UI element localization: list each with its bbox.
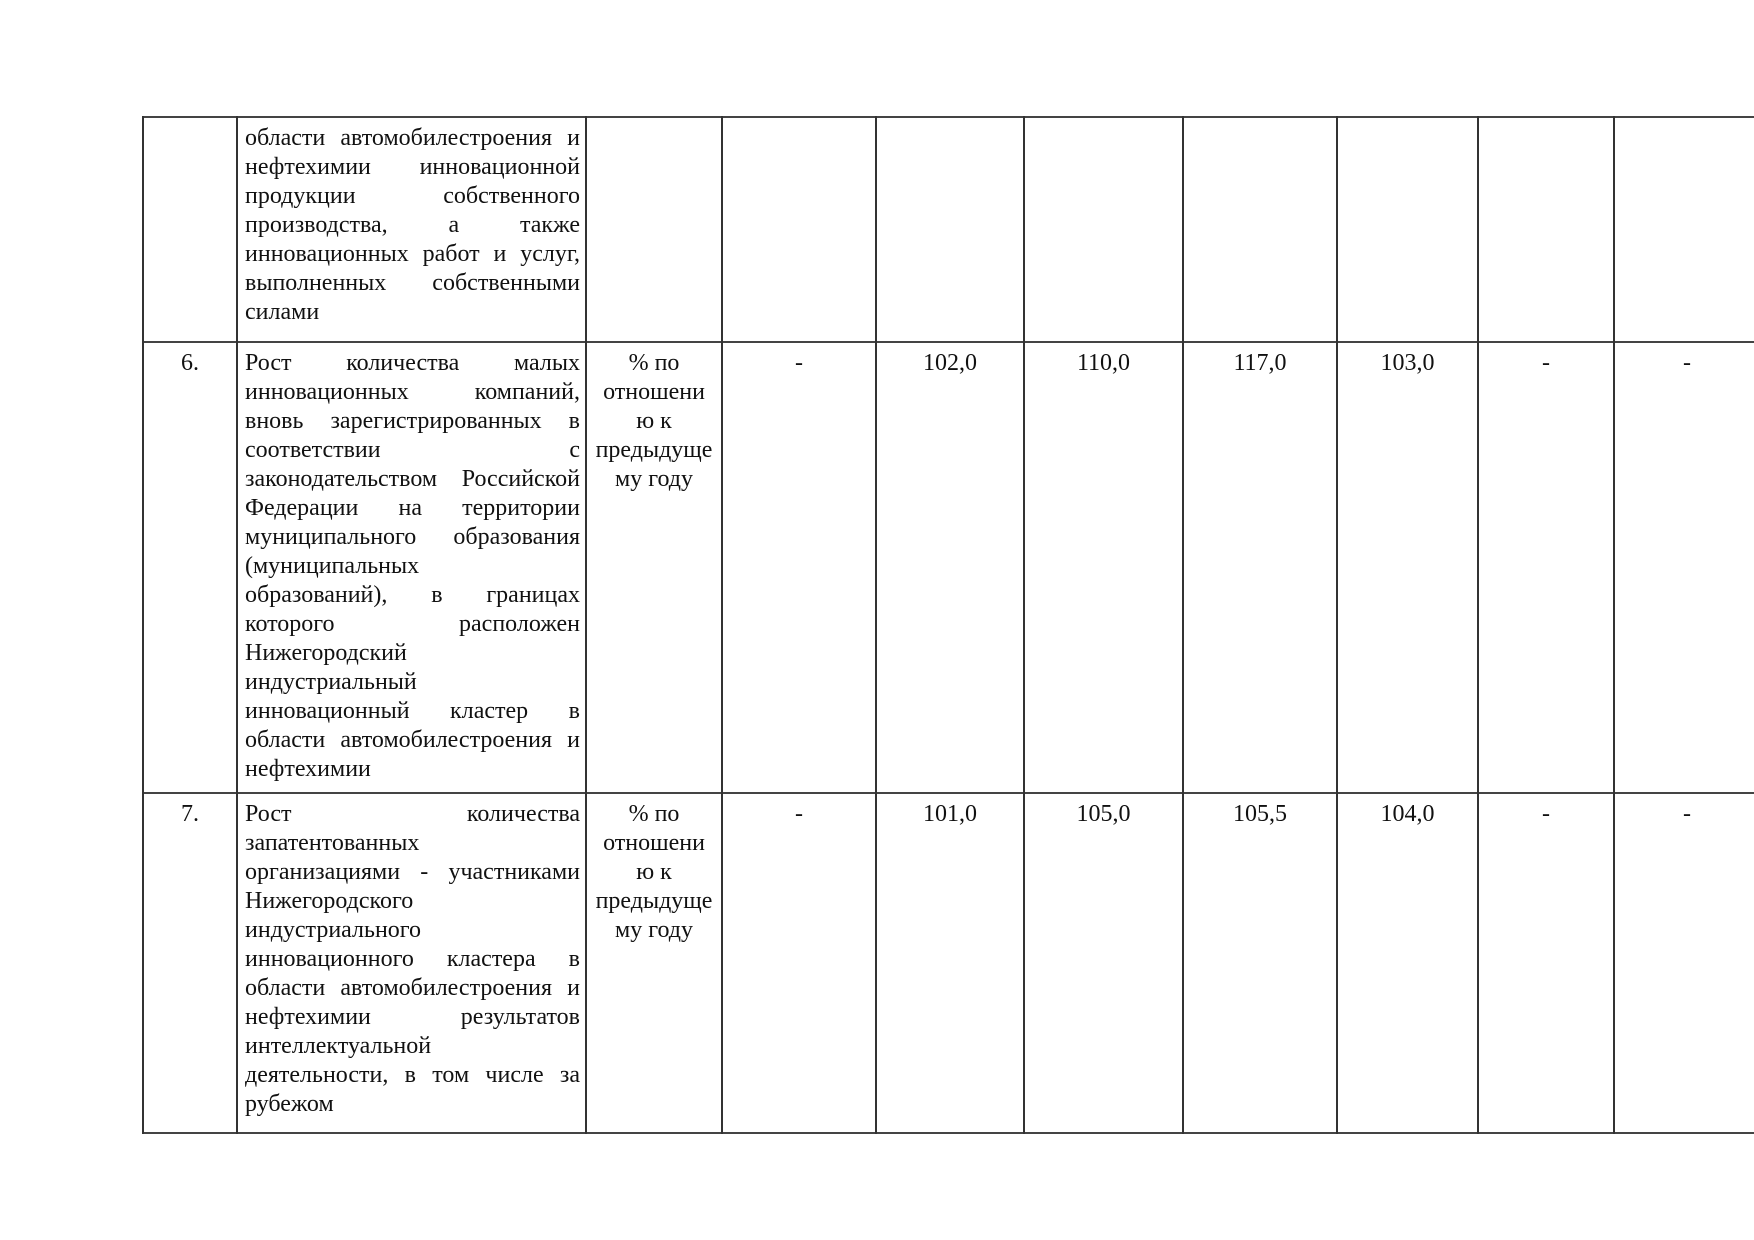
value-cell-col-9: - <box>1542 801 1550 827</box>
description-line: Нижегородского <box>245 888 414 914</box>
description-line: законодательством Российской <box>245 466 580 492</box>
unit-line: предыдуще <box>595 437 713 463</box>
description-line: вновь зарегистрированных в <box>245 408 580 434</box>
value-cell-col-9: - <box>1542 350 1550 376</box>
description-line: Федерации на территории <box>245 495 580 521</box>
table-vertical-border <box>1182 116 1184 1134</box>
description-line: области автомобилестроения и <box>245 727 580 753</box>
description-line: (муниципальных <box>245 553 420 579</box>
description-line: Рост количества малых <box>245 350 580 376</box>
unit-line: му году <box>615 466 693 492</box>
description-line: силами <box>245 299 320 325</box>
value-cell-col-7: 117,0 <box>1233 350 1287 376</box>
table-horizontal-border <box>143 341 1754 343</box>
description-line: деятельности, в том числе за <box>245 1062 580 1088</box>
description-line: муниципального образования <box>245 524 580 550</box>
description-line: Нижегородский <box>245 640 407 666</box>
description-line: нефтехимии инновационной <box>245 154 580 180</box>
value-cell-col-5: 102,0 <box>923 350 977 376</box>
description-line: которого расположен <box>245 611 580 637</box>
description-line: инновационных компаний, <box>245 379 580 405</box>
description-line: интеллектуальной <box>245 1033 432 1059</box>
indicator-description-cell <box>237 124 586 327</box>
description-line: соответствии с <box>245 437 580 463</box>
table-horizontal-border <box>143 1132 1754 1134</box>
description-line: запатентованных <box>245 830 420 856</box>
value-cell-col-4: - <box>795 801 803 827</box>
description-line: индустриального <box>245 917 422 943</box>
unit-line: предыдуще <box>595 888 713 914</box>
unit-cell <box>586 349 722 494</box>
table-vertical-border <box>1023 116 1025 1134</box>
table-horizontal-border <box>143 116 1754 118</box>
description-line: образований), в границах <box>245 582 580 608</box>
value-cell-col-4: - <box>795 350 803 376</box>
table-vertical-border <box>1613 116 1615 1134</box>
description-line: инновационных работ и услуг, <box>245 241 580 267</box>
unit-line: му году <box>615 917 693 943</box>
description-line: инновационный кластер в <box>245 698 580 724</box>
unit-line: % по <box>628 350 680 376</box>
row-number-cell: 6. <box>181 350 199 376</box>
row-number-cell: 7. <box>181 801 199 827</box>
table-vertical-border <box>1336 116 1338 1134</box>
description-line: выполненных собственными <box>245 270 580 296</box>
table-vertical-border <box>875 116 877 1134</box>
value-cell-col-8: 103,0 <box>1380 350 1435 376</box>
table-vertical-border <box>721 116 723 1134</box>
description-line: индустриальный <box>245 669 417 695</box>
value-cell-col-10: - <box>1683 801 1691 827</box>
value-cell-col-8: 104,0 <box>1380 801 1435 827</box>
description-line: нефтехимии результатов <box>245 1004 580 1030</box>
description-line: продукции собственного <box>245 183 580 209</box>
value-cell-col-5: 101,0 <box>923 801 977 827</box>
value-cell-col-6: 105,0 <box>1076 801 1131 827</box>
indicator-description-cell <box>237 800 586 1119</box>
description-line: нефтехимии <box>245 756 371 782</box>
unit-line: отношени <box>603 379 705 405</box>
description-line: Рост количества <box>245 801 580 827</box>
table-vertical-border <box>1477 116 1479 1134</box>
unit-line: отношени <box>603 830 705 856</box>
description-line: инновационного кластера в <box>245 946 580 972</box>
unit-line: % по <box>628 801 680 827</box>
unit-line: ю к <box>636 408 672 434</box>
description-line: производства, а также <box>245 212 580 238</box>
table-vertical-border <box>142 116 144 1134</box>
value-cell-col-7: 105,5 <box>1233 801 1287 827</box>
description-line: области автомобилестроения и <box>245 975 580 1001</box>
unit-line: ю к <box>636 859 672 885</box>
value-cell-col-10: - <box>1683 350 1691 376</box>
value-cell-col-6: 110,0 <box>1076 350 1131 376</box>
description-line: рубежом <box>245 1091 334 1117</box>
indicator-description-cell <box>237 349 586 784</box>
table-horizontal-border <box>143 792 1754 794</box>
unit-cell <box>586 800 722 945</box>
description-line: области автомобилестроения и <box>245 125 580 151</box>
description-line: организациями - участниками <box>245 859 580 885</box>
